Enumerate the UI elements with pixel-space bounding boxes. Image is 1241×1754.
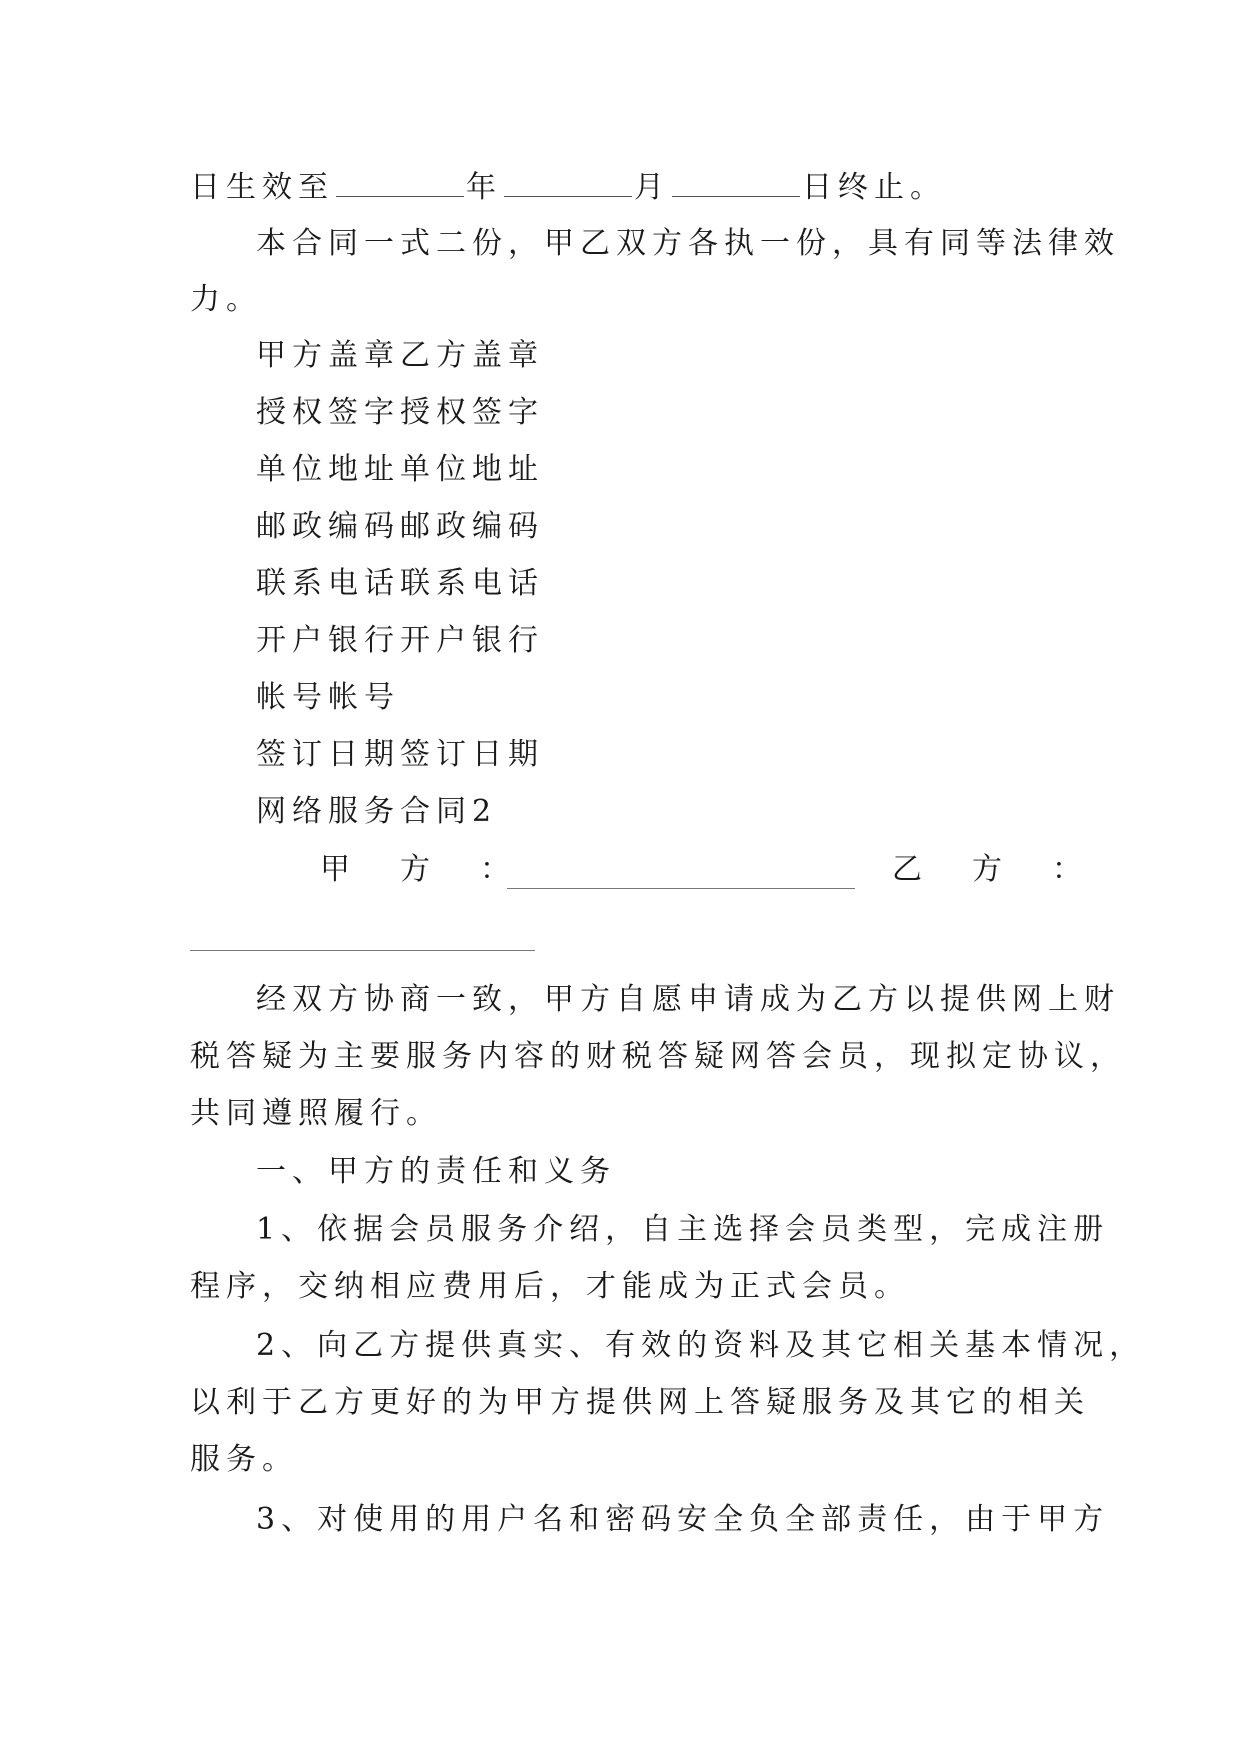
signature-line-sign: 授权签字授权签字 [256,395,544,430]
signature-line-postcode: 邮政编码邮政编码 [256,509,544,544]
item2-line-2: 以利于乙方更好的为甲方提供网上答疑服务及其它的相关 [190,1385,1090,1420]
party-b-label: 乙 方 ： [892,852,1092,887]
party-a-label: 甲 方 ： [320,852,520,887]
party-b-blank [190,950,535,951]
effective-lead: 日生效至 [190,170,334,205]
day-blank [672,166,800,197]
section1-heading: 一、甲方的责任和义务 [256,1154,616,1189]
month-label: 月 [634,170,670,205]
signature-line-account: 帐号帐号 [256,680,400,715]
party-a-blank [507,888,855,889]
signature-line-seal: 甲方盖章乙方盖章 [256,338,544,373]
item2-line-3: 服务。 [190,1442,298,1477]
signature-line-date: 签订日期签订日期 [256,737,544,772]
effective-end: 日终止。 [802,170,946,205]
item1-line-2: 程序，交纳相应费用后，才能成为正式会员。 [190,1269,910,1304]
item2-line-1: 2、向乙方提供真实、有效的资料及其它相关基本情况， [256,1328,1146,1363]
intro-line-3: 共同遵照履行。 [190,1096,442,1131]
item3-line-1: 3、对使用的用户名和密码安全负全部责任，由于甲方 [256,1502,1110,1537]
signature-line-phone: 联系电话联系电话 [256,566,544,601]
copies-line-2: 力。 [190,282,262,317]
copies-line-1: 本合同一式二份，甲乙双方各执一份，具有同等法律效 [256,226,1120,261]
signature-line-address: 单位地址单位地址 [256,452,544,487]
item1-line-1: 1、依据会员服务介绍，自主选择会员类型，完成注册 [256,1212,1110,1247]
year-blank [336,166,464,197]
month-blank [504,166,632,197]
contract2-title: 网络服务合同2 [256,794,498,829]
year-label: 年 [466,170,502,205]
intro-line-1: 经双方协商一致，甲方自愿申请成为乙方以提供网上财 [256,982,1120,1017]
intro-line-2: 税答疑为主要服务内容的财税答疑网答会员，现拟定协议， [190,1039,1126,1074]
effective-date-line [190,166,946,208]
signature-line-bank: 开户银行开户银行 [256,623,544,658]
